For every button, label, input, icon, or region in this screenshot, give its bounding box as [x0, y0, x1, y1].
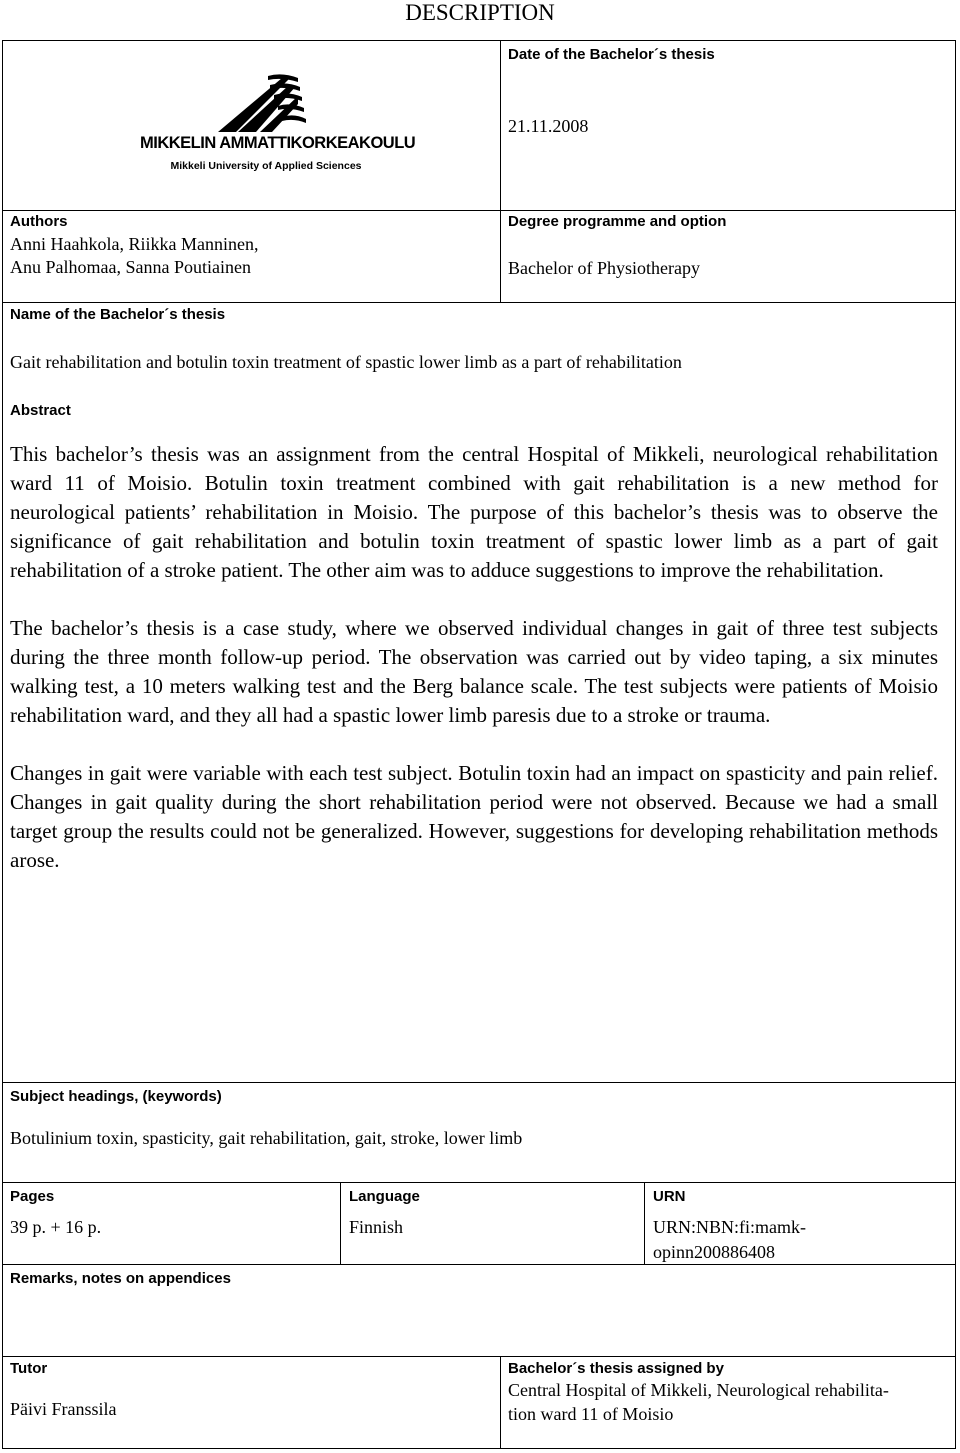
divider-authors: [3, 302, 955, 303]
institution-name: MIKKELIN AMMATTIKORKEAKOULU: [140, 134, 416, 152]
degree-value: Bachelor of Physiotherapy: [508, 258, 700, 278]
authors-line-1: Anni Haahkola, Riikka Manninen,: [10, 234, 259, 254]
assigned-by-label: Bachelor´s thesis assigned by: [508, 1360, 724, 1377]
language-value: Finnish: [349, 1217, 404, 1237]
tutor-value: Päivi Franssila: [10, 1399, 117, 1419]
divider-col-top: [500, 41, 501, 302]
pages-label: Pages: [10, 1188, 55, 1205]
abstract-body: [10, 440, 938, 904]
assigned-by-line-1: Central Hospital of Mikkeli, Neurological rehabilita-: [508, 1380, 889, 1400]
divider-col-pages: [340, 1182, 341, 1264]
date-value: 21.11.2008: [508, 116, 589, 136]
abstract-paragraph: The bachelor’s thesis is a case study, where we observed individual changes in gait of three test subjects during the three month follow-up period. The observation was carried out by video taping, a six minutes walking test, a 10 meters walking test and the Berg balance scale. The test subjects were patients of Moisio rehabilitation ward, and they all had a spastic lower limb paresis due to a stroke or trauma.: [10, 616, 938, 727]
authors-label: Authors: [10, 213, 68, 230]
urn-line-1: URN:NBN:fi:mamk-: [653, 1217, 806, 1237]
divider-col-tutor: [500, 1356, 501, 1448]
page-title: DESCRIPTION: [405, 0, 555, 25]
keywords-value: Botulinium toxin, spasticity, gait rehabilitation, gait, stroke, lower limb: [10, 1128, 523, 1148]
institution-logo: [140, 70, 416, 180]
divider-col-language: [644, 1182, 645, 1264]
keywords-label: Subject headings, (keywords): [10, 1088, 222, 1105]
abstract-label: Abstract: [10, 402, 71, 419]
divider-pages: [3, 1264, 955, 1265]
abstract-paragraph: This bachelor’s thesis was an assignment from the central Hospital of Mikkeli, neurological rehabilitation ward 11 of Moisio. Botulin toxin treatment combined with gait rehabilitation is a new method for neurological patients’ rehabilitation in Moisio. The purpose of this bachelor’s thesis was to observe the significance of gait rehabilitation and botulin toxin treatment of spastic lower limb as a part of gait rehabilitation of a stroke patient. The other aim was to adduce suggestions to improve the rehabilitation.: [10, 442, 938, 582]
date-label: Date of the Bachelor´s thesis: [508, 46, 715, 63]
abstract-paragraph: Changes in gait were variable with each test subject. Botulin toxin had an impact on spasticity and pain relief. Changes in gait quality during the short rehabilitation period were not observed. Because we had a small target group the results could not be generalized. However, suggestions for developing rehabilitation methods arose.: [10, 761, 938, 872]
pages-value: 39 p. + 16 p.: [10, 1217, 102, 1237]
divider-remarks: [3, 1356, 955, 1357]
assigned-by-line-2: tion ward 11 of Moisio: [508, 1404, 674, 1424]
institution-name-en: Mikkeli University of Applied Sciences: [170, 160, 362, 172]
remarks-label: Remarks, notes on appendices: [10, 1270, 231, 1287]
language-label: Language: [349, 1188, 420, 1205]
divider-header: [3, 210, 955, 211]
urn-line-2: opinn200886408: [653, 1242, 776, 1262]
degree-label: Degree programme and option: [508, 213, 727, 230]
divider-keywords: [3, 1182, 955, 1183]
thesis-name-label: Name of the Bachelor´s thesis: [10, 306, 226, 323]
authors-line-2: Anu Palhomaa, Sanna Poutiainen: [10, 257, 251, 277]
divider-abstract: [3, 1082, 955, 1083]
tutor-label: Tutor: [10, 1360, 48, 1377]
urn-label: URN: [653, 1188, 686, 1205]
thesis-name-value: Gait rehabilitation and botulin toxin treatment of spastic lower limb as a part of rehabilitation: [10, 352, 682, 372]
